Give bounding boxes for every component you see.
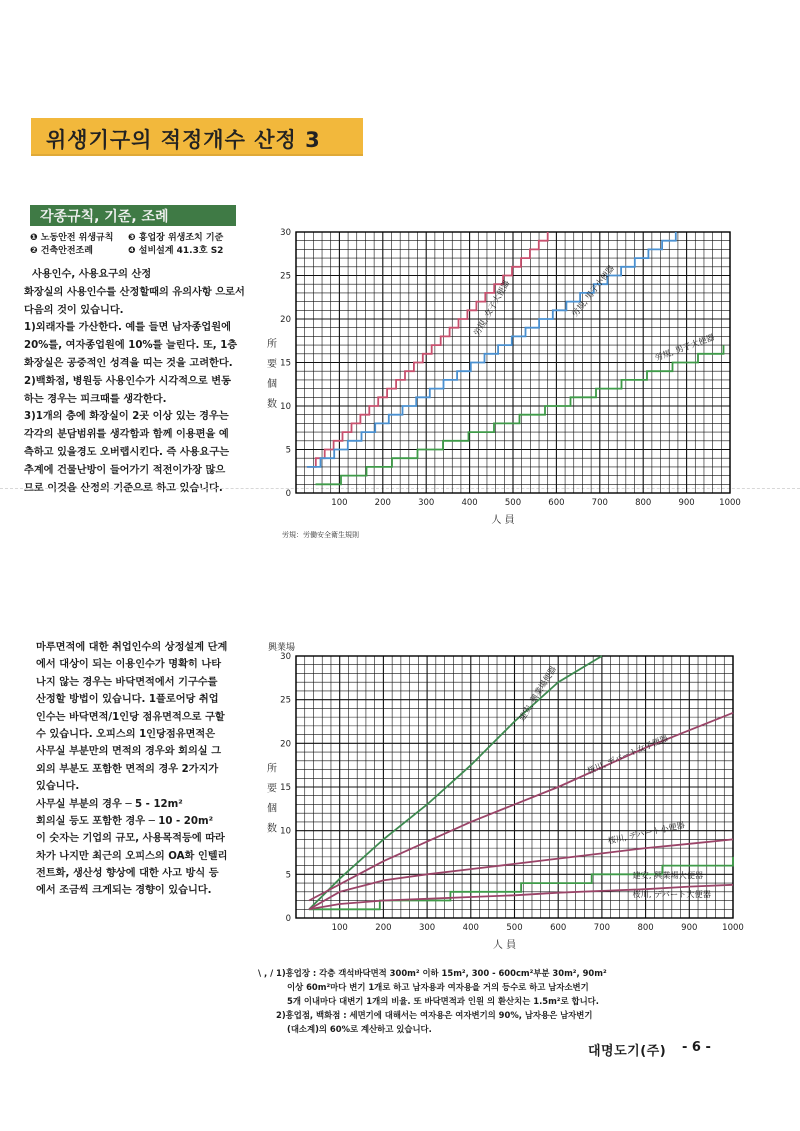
y-tick-label: 10 xyxy=(280,402,291,412)
text-line: 측하고 있을경도 오버랩시킨다. 즉 사용요구는 xyxy=(24,446,230,458)
grid xyxy=(296,232,730,493)
body-text-2 xyxy=(36,639,227,900)
text-line: 인수는 바닥면적/1인당 점유면적으로 구할 xyxy=(36,711,225,723)
x-tick-label: 300 xyxy=(418,498,435,508)
x-tick-label: 1000 xyxy=(719,498,741,508)
x-tick-label: 900 xyxy=(681,923,698,933)
series-label: 桜川, デパート女子便器 xyxy=(585,732,670,776)
chart-2 xyxy=(260,628,760,958)
x-tick-label: 500 xyxy=(506,923,523,933)
text-line: 산정할 방법이 있습니다. 1플로어당 취업 xyxy=(36,694,219,706)
y-tick-label: 20 xyxy=(280,315,291,325)
y-tick-label: 0 xyxy=(285,489,291,499)
text-line: 각각의 분담범위를 생각함과 함께 이용편을 예 xyxy=(24,429,229,441)
x-tick-label: 800 xyxy=(637,923,654,933)
legend-item: ❶ 노동안전 위생규칙 xyxy=(30,233,114,243)
series-label: 労規, 男子小便器 xyxy=(569,263,617,319)
text-line: 하는 경우는 피크때를 생각한다. xyxy=(24,393,167,405)
text-line: 사무실 부분의 경우 ─ 5 - 12m² xyxy=(36,798,183,810)
x-tick-label: 900 xyxy=(678,498,695,508)
text-line: 다음의 것이 있습니다. xyxy=(24,304,124,316)
x-tick-label: 200 xyxy=(374,498,391,508)
text-line: 화장실은 공중적인 성격을 띠는 것을 고려한다. xyxy=(24,357,233,369)
page-title: 위생기구의 적정개수 산정 3 xyxy=(46,128,321,152)
y-axis-label: 所 xyxy=(267,763,277,775)
y-axis-label: 個 xyxy=(267,378,277,390)
y-tick-label: 15 xyxy=(280,783,291,793)
series-label: 建安, 興業場大便器 xyxy=(632,869,704,880)
footnote-line: 2)흥업점, 백화점 : 세면기에 대해서는 여자용은 여자변기의 90%, 남자용은 남자변기 xyxy=(276,1010,593,1020)
section-header xyxy=(30,205,236,226)
series-label: 桜川, デパート小便器 xyxy=(606,819,686,846)
x-tick-label: 300 xyxy=(418,923,436,933)
legend-item: ❷ 건축안전조례 xyxy=(30,246,93,256)
series-label: 桜川, デパート大便器 xyxy=(632,889,711,900)
text-line: 1)외래자를 가산한다. 예를 들면 남자종업원에 xyxy=(24,322,231,334)
text-line: 므로 이것을 산정의 기준으로 하고 있습니다. xyxy=(24,482,223,494)
x-axis-label: 人 員 xyxy=(491,515,515,526)
legend-item: ❹ 설비설계 41.3호 S2 xyxy=(128,246,224,256)
y-tick-label: 5 xyxy=(285,445,291,456)
x-tick-label: 700 xyxy=(593,923,611,933)
company-name: 대명도기(주) xyxy=(588,1044,667,1059)
chart-1 xyxy=(260,222,760,542)
y-axis-label: 数 xyxy=(267,398,277,410)
x-tick-label: 200 xyxy=(375,923,392,933)
y-tick-label: 15 xyxy=(280,358,291,369)
text-line: 있습니다. xyxy=(36,781,80,793)
y-tick-label: 20 xyxy=(280,739,291,750)
y-tick-label: 30 xyxy=(280,652,291,662)
footnote-line: 5개 이내마다 대변기 1개의 비율. 또 바닥면적과 인원 의 환산치는 1.5m²로 합니다. xyxy=(287,996,599,1006)
text-line: 에서 조금씩 크게되는 경향이 있습니다. xyxy=(36,885,212,897)
text-line: 수 있습니다. 오피스의 1인당점유면적은 xyxy=(36,728,216,740)
text-line: 이 숫자는 기업의 규모, 사용목적등에 따라 xyxy=(36,833,225,845)
text-line: 사용인수, 사용요구의 산정 xyxy=(32,269,152,280)
x-tick-label: 1000 xyxy=(722,923,744,933)
chart-title: 興業場 xyxy=(268,643,296,653)
y-axis-label: 要 xyxy=(267,783,277,795)
y-axis-label: 要 xyxy=(267,358,277,370)
body-text-1 xyxy=(24,266,245,497)
x-axis-label: 人 員 xyxy=(492,940,517,951)
text-line: 에서 대상이 되는 이용인수가 명확히 나타 xyxy=(36,659,222,671)
text-line: 3)1개의 층에 화장실이 2곳 이상 있는 경우는 xyxy=(24,411,229,423)
text-line: 추계에 건물난방이 들어가기 적전이가장 많으 xyxy=(24,464,226,476)
y-tick-label: 25 xyxy=(280,271,291,282)
text-line: 20%를, 여자종업원에 10%를 늘린다. 또, 1층 xyxy=(24,340,238,352)
series-label: 労規, 女子大便器 xyxy=(471,278,512,338)
series-label: 労規, 男子大便器 xyxy=(653,331,716,363)
footnote-line: 1)흥업장 : 각층 객석바닥면적 300m² 이하 15m², 300 - 600cm²부분 30m², 90m² xyxy=(276,968,607,978)
y-tick-label: 25 xyxy=(280,695,291,706)
footnote-mark: \ , / xyxy=(258,968,274,978)
chart1-note: 労規：労働安全衛生規則 xyxy=(282,531,359,539)
y-axis-label: 個 xyxy=(267,803,277,815)
y-tick-label: 0 xyxy=(285,914,291,924)
section-label: 각종규칙, 기준, 조례 xyxy=(40,209,169,225)
y-tick-label: 10 xyxy=(280,826,291,837)
footnote-line: 이상 60m²마다 변기 1개로 하고 남자용과 여자용을 거의 등수로 하고 남자소변기 xyxy=(287,982,589,992)
x-tick-label: 400 xyxy=(461,498,478,508)
y-axis-label: 所 xyxy=(267,338,277,350)
x-tick-label: 100 xyxy=(331,498,348,508)
x-tick-label: 100 xyxy=(331,923,348,933)
text-line: 회의실 등도 포함한 경우 ─ 10 - 20m² xyxy=(36,815,214,827)
page-number: - 6 - xyxy=(682,1040,711,1055)
y-axis-label: 数 xyxy=(267,823,277,835)
y-tick-label: 5 xyxy=(285,870,291,881)
footnote-line: (대소계)의 60%로 계산하고 있습니다. xyxy=(287,1024,432,1034)
series-line xyxy=(307,232,548,467)
x-tick-label: 500 xyxy=(504,498,522,508)
text-line: 화장실의 사용인수를 산정할때의 유의사항 으로서 xyxy=(24,286,245,298)
legend-item: ❸ 흥업장 위생조치 기준 xyxy=(128,233,224,243)
x-tick-label: 700 xyxy=(591,498,608,508)
y-tick-label: 30 xyxy=(280,228,291,238)
text-line: 전트화, 생산성 향상에 대한 사고 방식 등 xyxy=(36,868,219,880)
x-tick-label: 600 xyxy=(550,923,567,933)
x-tick-label: 800 xyxy=(635,498,652,508)
text-line: 2)백화점, 병원등 사용인수가 시각적으로 변동 xyxy=(24,375,231,387)
text-line: 차가 나지만 최근의 오피스의 OA화 인텔리 xyxy=(36,850,228,862)
series-label: 建安, 興業場便器 xyxy=(516,664,559,723)
text-line: 외의 부분도 포함한 면적의 경우 2가지가 xyxy=(36,763,219,775)
x-tick-label: 400 xyxy=(462,923,479,933)
title-banner xyxy=(31,118,363,156)
text-line: 사무실 부분만의 면적의 경우와 회의실 그 xyxy=(36,746,222,758)
text-line: 마루면적에 대한 취업인수의 상정설계 단계 xyxy=(36,642,228,653)
text-line: 나지 않는 경우는 바닥면적에서 기구수를 xyxy=(36,676,218,688)
x-tick-label: 600 xyxy=(548,498,565,508)
